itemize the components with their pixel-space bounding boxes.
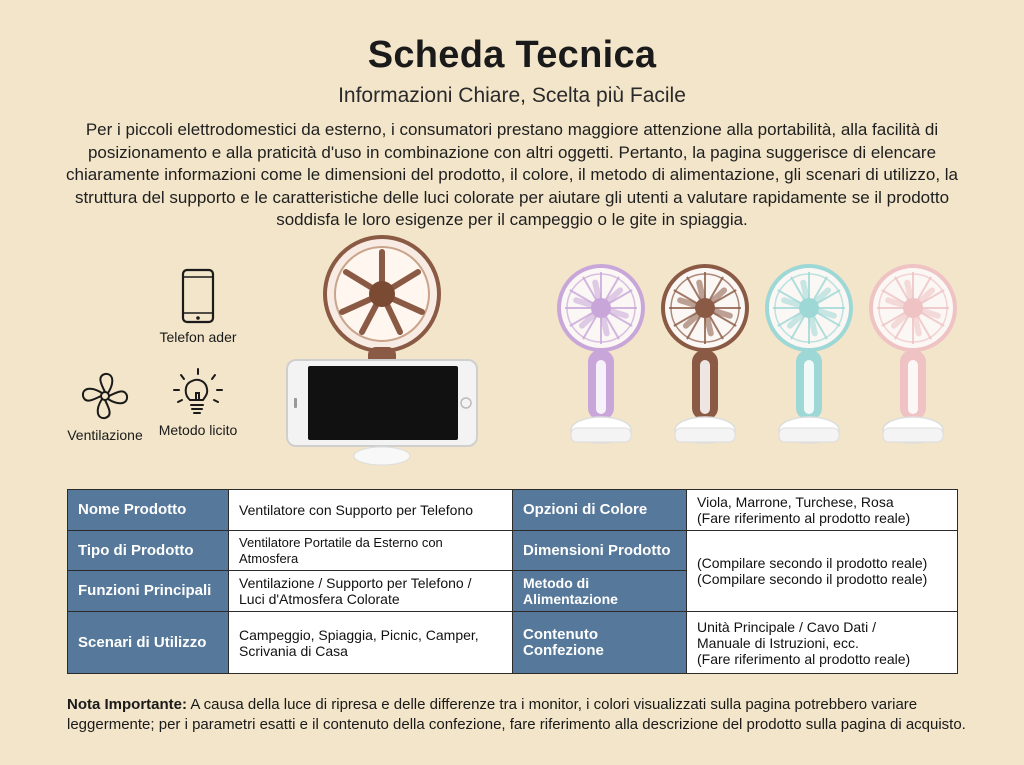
label-power-method: Metodo di Alimentazione (513, 571, 687, 612)
value-color-options: Viola, Marrone, Turchese, Rosa (Fare riferimento al prodotto reale) (687, 490, 958, 531)
fan-variant-rosa (871, 266, 955, 443)
important-note (67, 695, 977, 735)
lightbulb-icon (170, 366, 226, 422)
feature-fan (62, 370, 148, 443)
fan-variant-turchese (767, 266, 851, 443)
phone-icon (180, 268, 216, 324)
fan-variant-marrone (663, 266, 747, 443)
label-color-options: Opzioni di Colore (513, 490, 687, 531)
value-product-name: Ventilatore con Supporto per Telefono (229, 490, 513, 531)
note-label: Nota Importante: (67, 696, 187, 713)
intro-paragraph: Per i piccoli elettrodomestici da esterno, i consumatori prestano maggiore attenzione alla portabilità, alla facilità di posizionamento e alla praticità d'uso in combinazione con altri oggetti. Pertanto, la pagina suggerisce di elencare chiaramente informazioni come le dimensioni del prodotto, il colore, il metodo di alimentazione, gli scenari di utilizzo, la struttura del supporto e le caratteristiche delle luci colorate per aiutare gli utenti a valutare rapidamente se il prodotto soddisfa le loro esigenze per il campeggio o le gite in spiaggia. (66, 120, 958, 229)
page-subtitle: Informazioni Chiare, Scelta più Facile (338, 84, 686, 107)
fan-icon (79, 370, 131, 422)
feature-phone (152, 268, 244, 345)
label-product-name: Nome Prodotto (68, 490, 229, 531)
note-text: A causa della luce di ripresa e delle differenze tra i monitor, i colori visualizzati sulla pagina potrebbero variare leggermente; per i parametri esatti e il contenuto della confezione, fare riferimento alla descrizione del prodotto sulla pagina di acquisto. (67, 696, 966, 733)
label-main-functions: Funzioni Principali (68, 571, 229, 612)
value-main-functions: Ventilazione / Supporto per Telefono / Luci d'Atmosfera Colorate (229, 571, 513, 612)
feature-light (152, 366, 244, 438)
page-title: Scheda Tecnica (367, 34, 657, 76)
label-product-type: Tipo di Prodotto (68, 531, 229, 571)
value-package-contents: Unità Principale / Cavo Dati / Manuale di Istruzioni, ecc. (Fare riferimento al prodotto reale) (687, 612, 958, 674)
label-dimensions: Dimensioni Prodotto (513, 531, 687, 571)
spec-table (67, 489, 958, 674)
fan-variant-viola (559, 266, 643, 443)
color-variants-illustration (555, 262, 965, 452)
fan-with-phone-illustration (282, 232, 482, 468)
value-product-type: Ventilatore Portatile da Esterno con Atmosfera (229, 531, 513, 571)
feature-phone-label: Telefon ader (159, 329, 237, 345)
label-usage-scenarios: Scenari di Utilizzo (68, 612, 229, 674)
value-dimensions-power: (Compilare secondo il prodotto reale) (Compilare secondo il prodotto reale) (687, 531, 958, 612)
table-row (68, 531, 958, 571)
value-usage-scenarios: Campeggio, Spiaggia, Picnic, Camper, Scrivania di Casa (229, 612, 513, 674)
label-package-contents: Contenuto Confezione (513, 612, 687, 674)
table-row (68, 612, 958, 674)
feature-fan-label: Ventilazione (67, 427, 143, 443)
table-row (68, 490, 958, 531)
feature-light-label: Metodo licito (158, 422, 238, 438)
